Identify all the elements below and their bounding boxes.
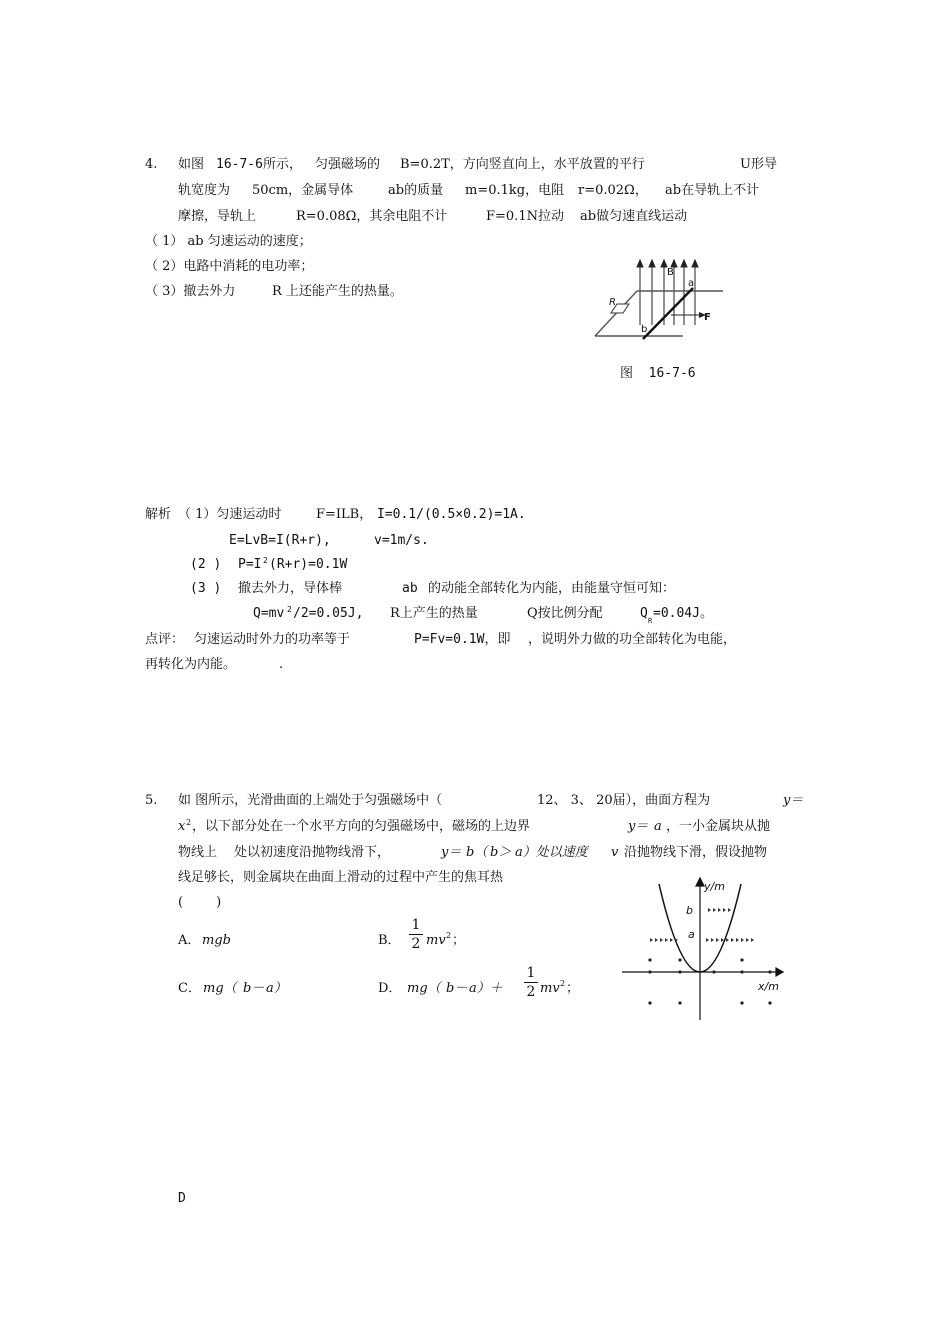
point-label-a: a	[688, 278, 695, 289]
ans4-text: （ 1）匀速运动时	[178, 507, 282, 522]
q5-text: 沿抛物线下滑，假设抛物	[624, 845, 768, 860]
ans4-text: /2=0.05J,	[293, 606, 364, 621]
ans4-comment: 匀速运动时外力的功率等于	[194, 632, 351, 647]
option-b-fraction: 1 2	[409, 917, 423, 952]
ans4-comment: 再转化为内能。	[145, 657, 237, 672]
ans4-text: (2 )	[190, 557, 222, 572]
q4-figure-rails	[585, 255, 735, 345]
q4-text: 如图	[178, 157, 205, 172]
ans4-text: 解析	[145, 507, 172, 522]
option-c-text: mg（	[203, 981, 237, 996]
ans4-text: ab	[402, 581, 418, 596]
option-b-text: ；	[452, 933, 466, 948]
q5-text: 12、 3、 20届），曲面方程为	[537, 793, 711, 808]
q4-text: ab的质量	[388, 183, 444, 198]
q4-text: R=0.08Ω，其余电阻不计	[296, 209, 448, 224]
label-b: b	[686, 904, 693, 917]
ans4-superscript: 2	[287, 605, 292, 614]
option-b-superscript: 2	[446, 931, 452, 940]
q4-text: 50cm，金属导体	[252, 183, 354, 198]
ans4-text: (R+r)=0.1W	[269, 557, 348, 572]
option-d-superscript: 2	[560, 979, 566, 988]
x-axis-label: x/m	[758, 980, 779, 993]
ans4-text: (3 )	[190, 581, 222, 596]
q5-text: ，一小金属块从抛	[666, 819, 771, 834]
q5-answer-blank: ( )	[178, 895, 222, 910]
q4-part-1: （ 1） ab 匀速运动的速度；	[145, 234, 312, 249]
q4-text: ab做匀速直线运动	[580, 209, 688, 224]
resistor-label-R: R	[609, 297, 616, 308]
q4-text: B=0.2T，方向竖直向上，水平放置的平行	[400, 157, 645, 172]
option-b-text: mv	[426, 933, 446, 948]
ans4-comment: .	[279, 657, 284, 672]
option-a-text: mgb	[202, 933, 231, 948]
option-d-text: a）＋	[469, 981, 503, 996]
q4-text: 摩擦，导轨上	[178, 209, 257, 224]
field-label-B: B	[667, 267, 674, 278]
ans4-subscript: R	[648, 617, 653, 625]
ans4-superscript: 2	[263, 556, 268, 565]
q5-text: y＝	[441, 845, 462, 860]
q4-text: 轨宽度为	[178, 183, 231, 198]
option-d-text: mv	[540, 981, 560, 996]
q4-part-3: （ 3）撤去外力	[145, 284, 236, 299]
option-d-fraction: 1 2	[524, 965, 538, 1000]
q5-figure-parabola	[618, 872, 788, 1024]
label-a: a	[688, 928, 695, 941]
ans4-text: P=I	[238, 557, 262, 572]
option-c-text: a）	[266, 981, 287, 996]
q5-text: b（	[466, 845, 488, 860]
ans4-text: R上产生的热量	[390, 606, 478, 621]
q4-text: ab在导轨上不计	[665, 183, 760, 198]
q5-text: a	[654, 819, 662, 834]
point-label-b: b	[641, 324, 648, 335]
q4-text: 匀强磁场的	[315, 157, 381, 172]
q5-text: b＞	[490, 845, 512, 860]
option-b-label: B．	[378, 933, 401, 948]
q4-part-2: （ 2）电路中消耗的电功率；	[145, 259, 314, 274]
q5-text: 物线上	[178, 845, 218, 860]
ans4-comment: P=Fv=0.1W，即	[414, 632, 511, 647]
q4-number: 4.	[145, 157, 158, 172]
option-c-text: b－	[243, 981, 265, 996]
q5-text: 线足够长，则金属块在曲面上滑动的过程中产生的焦耳热	[178, 870, 504, 885]
option-a-label: A．	[178, 933, 201, 948]
q5-text: 处以初速度沿抛物线滑下，	[234, 845, 391, 860]
q5-text: v	[611, 845, 619, 860]
q5-text: 如 图所示，光滑曲面的上端处于匀强磁场中（	[178, 793, 443, 808]
y-axis-label: y/m	[704, 880, 725, 893]
answer-5: D	[178, 1191, 186, 1206]
q5-text: ，以下部分处在一个水平方向的匀强磁场中，磁场的上边界	[192, 819, 531, 834]
option-c-label: C．	[178, 981, 201, 996]
option-d-label: D．	[378, 981, 402, 996]
q4-text: m=0.1kg，电阻	[465, 183, 565, 198]
ans4-comment: ，说明外力做的功全部转化为电能，	[528, 632, 737, 647]
q4-figure-caption: 图 16-7-6	[620, 366, 696, 381]
ans4-text: v=1m/s.	[374, 533, 429, 548]
option-d-text: mg（	[407, 981, 441, 996]
q4-text: r=0.02Ω，	[578, 183, 648, 198]
q4-text: 16-7-6所示，	[216, 157, 302, 172]
ans4-comment: 点评：	[145, 632, 185, 647]
ans4-text: Q	[640, 606, 648, 621]
q4-text: U形导	[740, 157, 777, 172]
ans4-text: I=0.1/(0.5×0.2)=1A.	[377, 507, 526, 522]
ans4-text: Q=mv	[253, 606, 285, 621]
q5-number: 5.	[145, 793, 158, 808]
ans4-text: F=ILB，	[316, 507, 373, 522]
ans4-text: =0.04J。	[653, 606, 713, 621]
option-d-text: ；	[566, 981, 580, 996]
q5-superscript: 2	[186, 818, 192, 827]
q5-text: y＝	[628, 819, 649, 834]
ans4-text: 的动能全部转化为内能，由能量守恒可知：	[428, 581, 676, 596]
q5-text: a）处以速度	[515, 845, 588, 860]
ans4-text: Q按比例分配	[527, 606, 603, 621]
option-d-text: b－	[446, 981, 468, 996]
q5-text: x	[178, 819, 186, 834]
force-label-F: F	[704, 312, 711, 323]
ans4-text: E=LvB=I(R+r),	[229, 533, 331, 548]
q4-text: F=0.1N拉动	[486, 209, 564, 224]
ans4-text: 撤去外力，导体棒	[238, 581, 343, 596]
q4-part-3: R 上还能产生的热量。	[272, 284, 403, 299]
q5-text: y＝	[783, 793, 804, 808]
